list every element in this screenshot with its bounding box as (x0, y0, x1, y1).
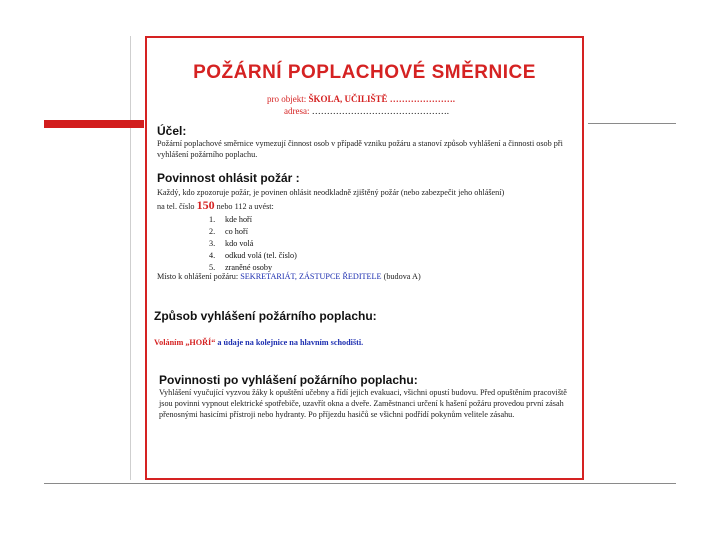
document-title: POŽÁRNÍ POPLACHOVÉ SMĚRNICE (193, 62, 536, 83)
report-items-list (209, 214, 297, 274)
report-place-value: SEKRETARIÁT, ZÁSTUPCE ŘEDITELE (240, 272, 382, 281)
report-heading: Povinnost ohlásit požár : (157, 171, 300, 185)
slide-accent-bar (44, 120, 144, 128)
duties-text: Vyhlášení vyučující vyzvou žáky k opuštění učebny a řídí jejich evakuaci, všichni opustí budovu. Před opuštěním pracoviště jsou povinni vypnout elektrické spotřebiče, uzavřít okna a dveře. Zaměstnanci určení k hašení požáru provedou první zásah přenosnými hasicími přístroji nebo hydranty. Po příjezdu hasičů se všichni podřídí pokynům velitele zásahu. (159, 388, 567, 419)
purpose-text: Požární poplachové směrnice vymezují činnost osob v případě vzniku požáru a stanoví způsob vyhlášení a činnosti osob při vyhlášení požárního poplachu. (157, 139, 563, 159)
fire-directive-document (145, 36, 584, 480)
address-label: adresa: (284, 106, 312, 116)
address-line (284, 106, 449, 116)
list-item: 3. kdo volá (209, 239, 254, 248)
report-place-line (157, 272, 421, 283)
alarm-text (154, 338, 363, 349)
list-item: 1. kde hoří (209, 215, 253, 224)
report-text-line1: Každý, kdo zpozoruje požár, je povinen ohlásit neodkladně zjištěný požár (nebo zabezpečit jeho ohlášení) (157, 188, 505, 197)
slide-vertical-guide (130, 36, 131, 480)
list-item: 4. odkud volá (tel. číslo) (209, 251, 297, 260)
slide-bottom-rule (44, 483, 676, 484)
report-phone-prefix: na tel. číslo (157, 202, 197, 211)
object-label: pro objekt: (267, 94, 309, 104)
list-item: 5. zraněné osoby (209, 263, 273, 272)
address-value: ………………………………………. (311, 106, 449, 116)
report-phone-suffix: nebo 112 a uvést: (214, 202, 274, 211)
report-place-suffix: (budova A) (381, 272, 421, 281)
emergency-number: 150 (196, 198, 215, 212)
alarm-heading: Způsob vyhlášení požárního poplachu: (154, 309, 377, 323)
report-place-label: Místo k ohlášení požáru: (157, 272, 241, 281)
purpose-heading: Účel: (157, 124, 187, 138)
alarm-text-red: Voláním „HOŘÍ“ (154, 338, 216, 347)
alarm-text-blue: a údaje na kolejnice na hlavním schodišti. (215, 338, 364, 347)
object-value: ŠKOLA, UČILIŠTĚ …………………. (308, 94, 456, 104)
list-item: 2. co hoří (209, 227, 248, 236)
duties-heading: Povinnosti po vyhlášení požárního poplachu: (159, 373, 418, 387)
report-text-line2 (157, 200, 274, 213)
slide-top-rule (588, 123, 676, 124)
object-line (267, 94, 455, 104)
